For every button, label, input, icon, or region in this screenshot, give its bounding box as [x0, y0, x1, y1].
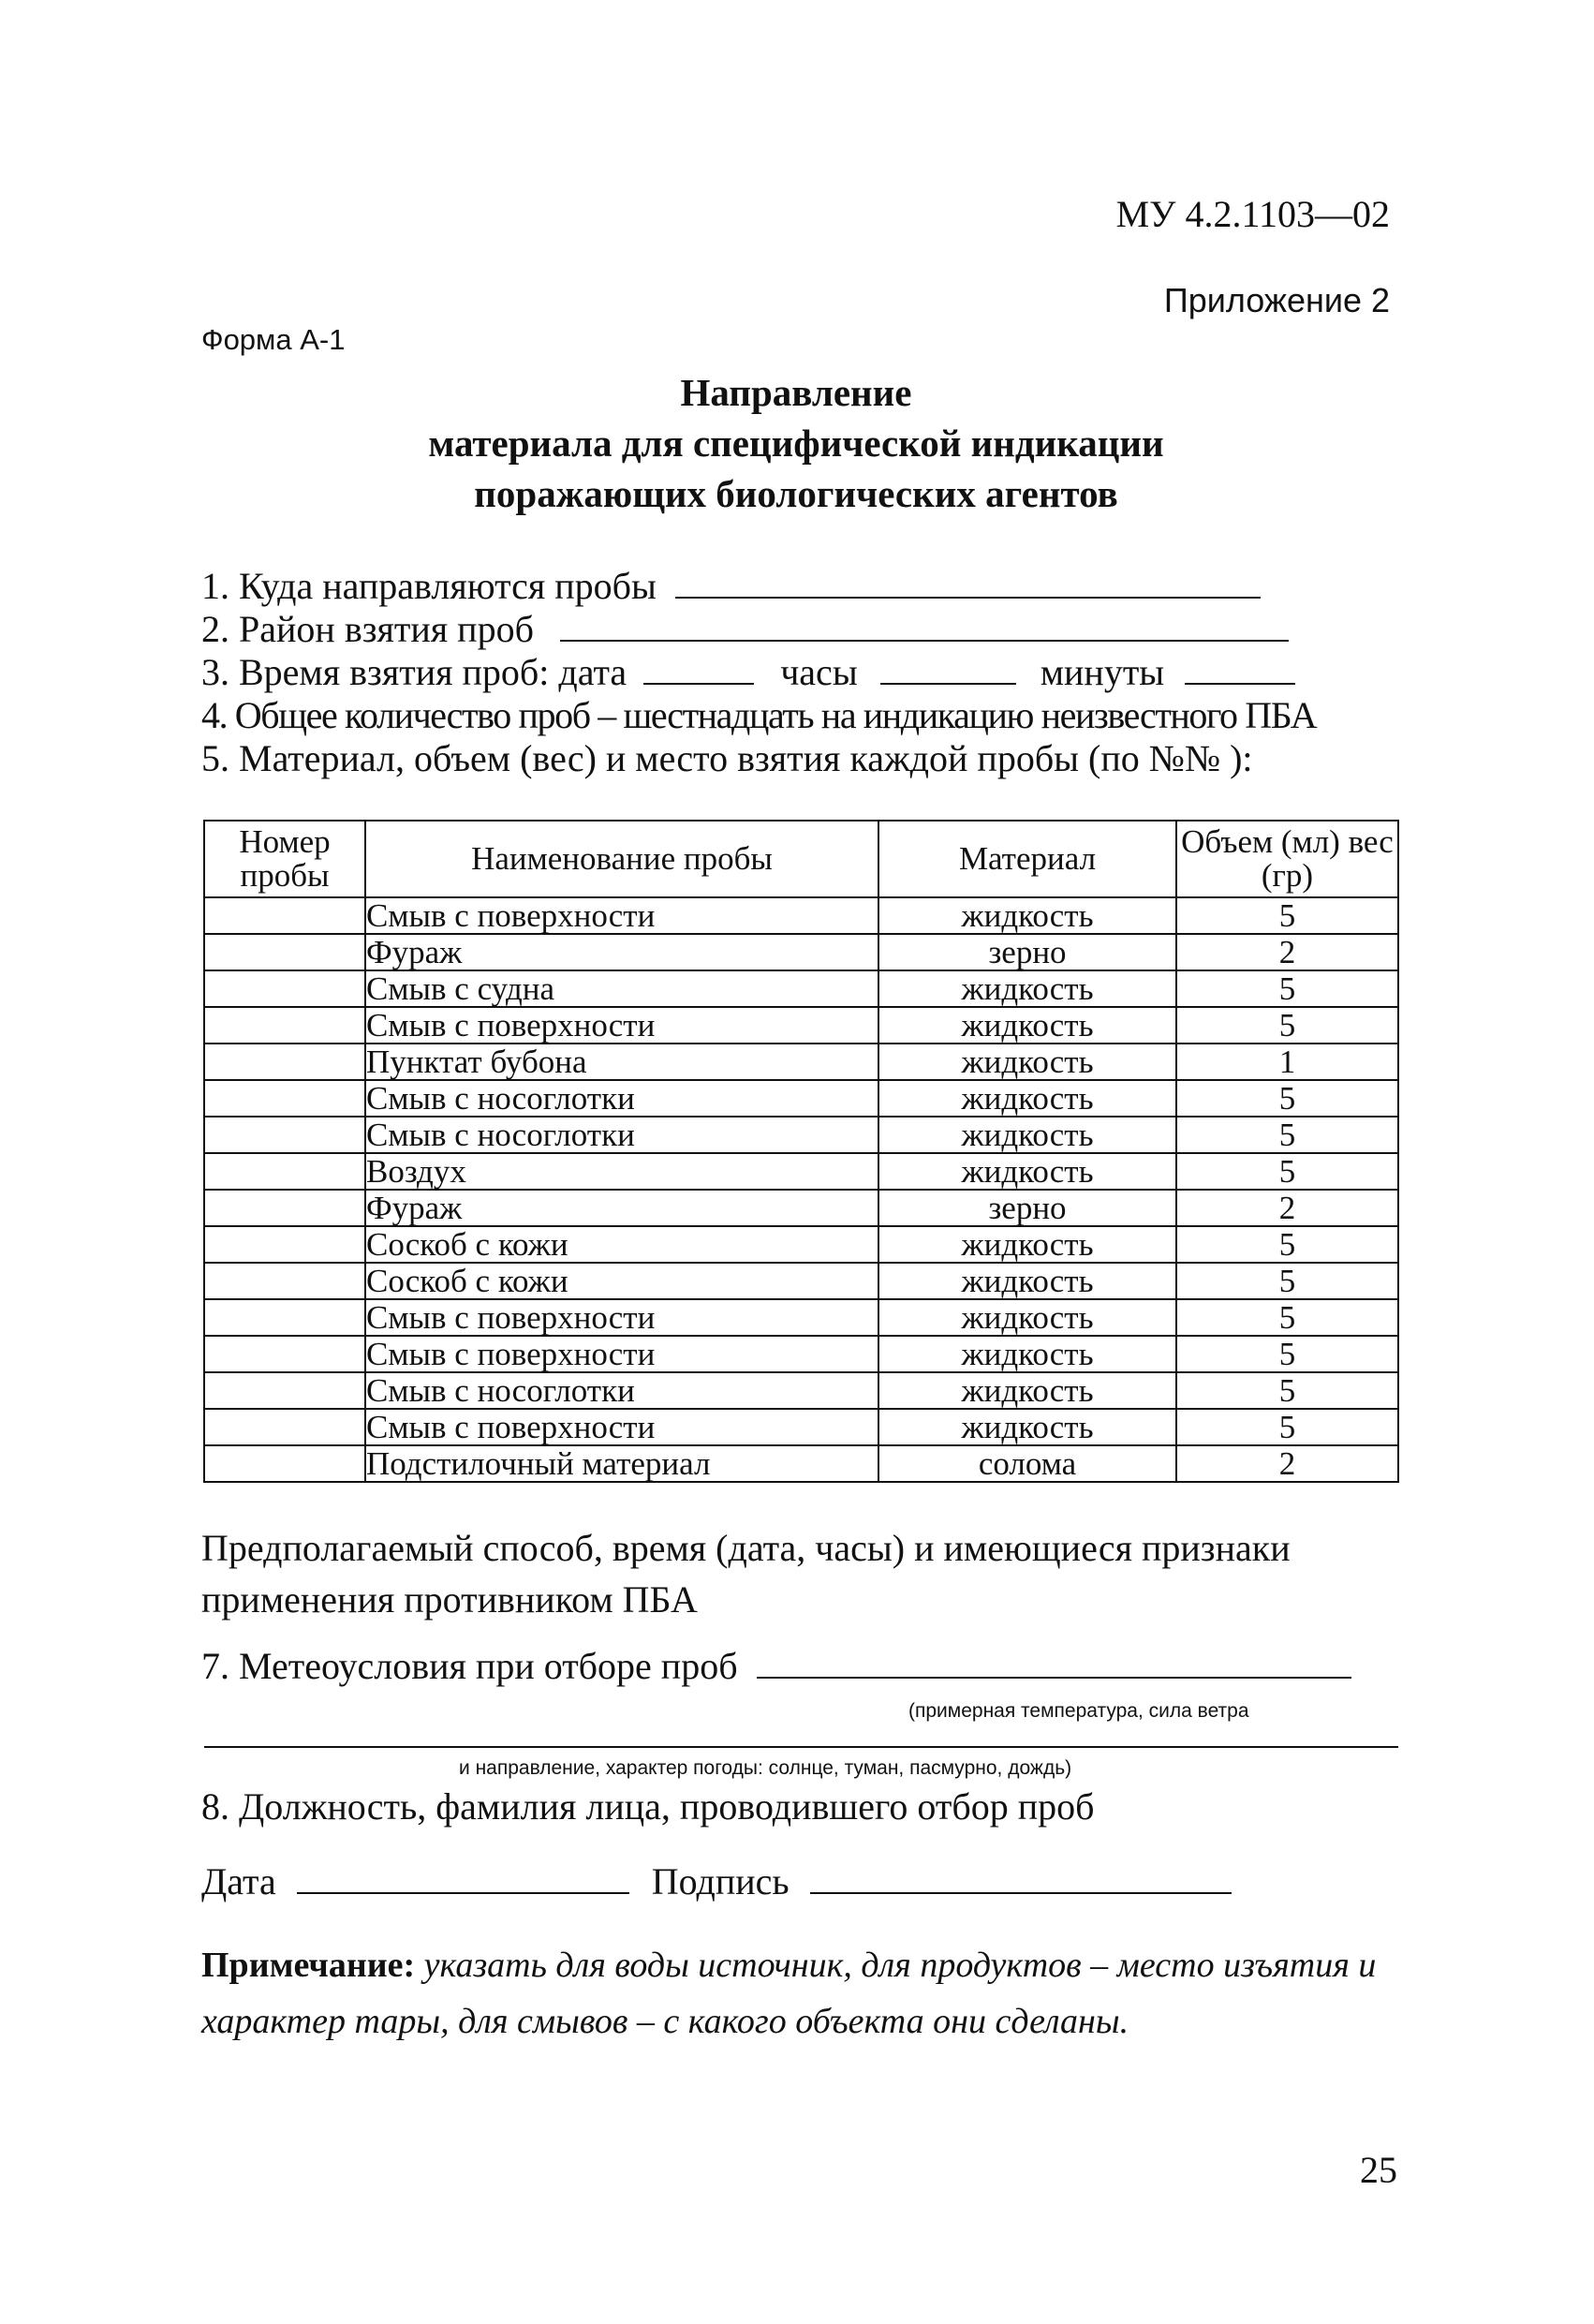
cell-material: жидкость: [878, 1080, 1176, 1117]
cell-name: Фураж: [365, 934, 878, 970]
date-line[interactable]: [297, 1862, 629, 1894]
cell-volume: 5: [1176, 1226, 1398, 1263]
cell-volume: 5: [1176, 1263, 1398, 1299]
cell-volume: 5: [1176, 1007, 1398, 1044]
table-row: [204, 970, 1398, 1007]
cell-number: [204, 1117, 365, 1153]
cell-number: [204, 1409, 365, 1445]
cell-material: жидкость: [878, 1226, 1176, 1263]
cell-number: [204, 1263, 365, 1299]
form-label: Форма А-1: [201, 323, 346, 356]
cell-number: [204, 897, 365, 934]
cell-material: жидкость: [878, 1263, 1176, 1299]
cell-name: Фураж: [365, 1190, 878, 1226]
weather-hint-2: и направление, характер погоды: солнце, туман, пасмурно, дождь): [459, 1757, 1072, 1779]
table-body: [204, 897, 1398, 1482]
cell-name: Смыв с поверхности: [365, 1007, 878, 1044]
cell-volume: 2: [1176, 1445, 1398, 1482]
header-volume: Объем (мл) вес (гр): [1176, 821, 1398, 897]
field-area-label: 2. Район взятия проб: [201, 608, 534, 650]
field-total-count: 4. Общее количество проб – шестнадцать на индикацию неизвестного ПБА: [201, 694, 1317, 736]
cell-number: [204, 934, 365, 970]
document-number: МУ 4.2.1103—02: [1115, 193, 1390, 235]
table-row: [204, 1080, 1398, 1117]
cell-name: Смыв с носоглотки: [365, 1080, 878, 1117]
field-time-hours-line[interactable]: [880, 653, 1016, 685]
field-weather-label: 7. Метеоусловия при отборе проб: [201, 1645, 738, 1687]
table-row: [204, 1007, 1398, 1044]
cell-volume: 5: [1176, 1336, 1398, 1372]
date-label: Дата: [201, 1860, 276, 1902]
note-label: Примечание:: [201, 1946, 416, 1985]
cell-number: [204, 970, 365, 1007]
field-time-minutes-label: минуты: [1040, 651, 1165, 693]
appendix-label: Приложение 2: [1163, 281, 1390, 319]
header-name: Наименование пробы: [365, 821, 878, 897]
cell-volume: 5: [1176, 1299, 1398, 1336]
table-header-row: [204, 821, 1398, 897]
table-row: [204, 1263, 1398, 1299]
cell-name: Смыв с поверхности: [365, 1336, 878, 1372]
header-number: Номер пробы: [204, 821, 365, 897]
cell-material: жидкость: [878, 1299, 1176, 1336]
field-material-header: 5. Материал, объем (вес) и место взятия каждой пробы (по №№ ):: [201, 737, 1253, 779]
header-material: Материал: [878, 821, 1176, 897]
cell-number: [204, 1226, 365, 1263]
cell-name: Смыв с поверхности: [365, 1409, 878, 1445]
weather-line-2[interactable]: [204, 1746, 1398, 1748]
table-row: [204, 1117, 1398, 1153]
title-line-1: Направление: [680, 371, 912, 414]
cell-name: Смыв с носоглотки: [365, 1372, 878, 1409]
title-line-2: материала для специфической индикации: [428, 422, 1164, 465]
page-number: 25: [1360, 2149, 1397, 2191]
field-destination-line[interactable]: [675, 567, 1261, 599]
field-time-hours-label: часы: [780, 651, 858, 693]
field-destination: [201, 564, 1261, 608]
table-row: [204, 897, 1398, 934]
cell-number: [204, 1007, 365, 1044]
cell-name: Смыв с судна: [365, 970, 878, 1007]
cell-name: Смыв с поверхности: [365, 897, 878, 934]
cell-material: жидкость: [878, 1409, 1176, 1445]
cell-volume: 5: [1176, 897, 1398, 934]
cell-material: зерно: [878, 934, 1176, 970]
cell-material: жидкость: [878, 1117, 1176, 1153]
table-row: [204, 1044, 1398, 1080]
cell-material: жидкость: [878, 1153, 1176, 1190]
note-text: указать для воды источник, для продуктов – место изъятия и характер тары, для смывов – с какого объекта они сделаны.: [201, 1946, 1377, 2041]
cell-material: жидкость: [878, 1044, 1176, 1080]
table-row: [204, 1299, 1398, 1336]
table-row: [204, 1190, 1398, 1226]
paragraph-6: Предполагаемый способ, время (дата, часы) и имеющиеся признаки применения противником ПБА: [201, 1527, 1291, 1621]
cell-name: Соскоб с кожи: [365, 1226, 878, 1263]
cell-number: [204, 1190, 365, 1226]
cell-volume: 5: [1176, 970, 1398, 1007]
cell-number: [204, 1299, 365, 1336]
cell-number: [204, 1372, 365, 1409]
cell-number: [204, 1080, 365, 1117]
field-time-date-line[interactable]: [643, 653, 754, 685]
cell-number: [204, 1153, 365, 1190]
table-row: [204, 1409, 1398, 1445]
cell-name: Пунктат бубона: [365, 1044, 878, 1080]
field-collector: 8. Должность, фамилия лица, проводившего отбор проб: [201, 1785, 1095, 1828]
cell-material: жидкость: [878, 970, 1176, 1007]
table-row: [204, 1226, 1398, 1263]
field-time: [201, 650, 1295, 694]
signature-row: [201, 1859, 1232, 1903]
table-row: [204, 1153, 1398, 1190]
cell-volume: 2: [1176, 934, 1398, 970]
cell-volume: 2: [1176, 1190, 1398, 1226]
field-weather-line[interactable]: [757, 1647, 1351, 1679]
cell-name: Смыв с носоглотки: [365, 1117, 878, 1153]
table-row: [204, 1336, 1398, 1372]
field-area: [201, 607, 1289, 651]
cell-name: Соскоб с кожи: [365, 1263, 878, 1299]
cell-volume: 5: [1176, 1153, 1398, 1190]
cell-material: жидкость: [878, 1336, 1176, 1372]
weather-hint-1: (примерная температура, сила ветра: [908, 1700, 1249, 1722]
cell-material: солома: [878, 1445, 1176, 1482]
cell-name: Смыв с поверхности: [365, 1299, 878, 1336]
cell-name: Подстилочный материал: [365, 1445, 878, 1482]
table-row: [204, 934, 1398, 970]
table-row: [204, 1372, 1398, 1409]
cell-name: Воздух: [365, 1153, 878, 1190]
note: [201, 1937, 1405, 2050]
samples-table: [203, 820, 1399, 1483]
cell-material: жидкость: [878, 897, 1176, 934]
cell-volume: 1: [1176, 1044, 1398, 1080]
signature-label: Подпись: [651, 1860, 790, 1902]
cell-material: жидкость: [878, 1007, 1176, 1044]
field-weather: [201, 1644, 1351, 1688]
cell-number: [204, 1044, 365, 1080]
cell-number: [204, 1445, 365, 1482]
signature-line[interactable]: [810, 1862, 1232, 1894]
cell-material: жидкость: [878, 1372, 1176, 1409]
document-title: [281, 367, 1311, 519]
cell-volume: 5: [1176, 1372, 1398, 1409]
field-area-line[interactable]: [560, 610, 1289, 642]
title-line-3: поражающих биологических агентов: [474, 472, 1118, 515]
cell-number: [204, 1336, 365, 1372]
cell-volume: 5: [1176, 1117, 1398, 1153]
cell-volume: 5: [1176, 1080, 1398, 1117]
field-time-minutes-line[interactable]: [1185, 653, 1295, 685]
table-row: [204, 1445, 1398, 1482]
field-time-date-label: 3. Время взятия проб: дата: [201, 651, 627, 693]
field-destination-label: 1. Куда направляются пробы: [201, 565, 657, 607]
cell-material: зерно: [878, 1190, 1176, 1226]
cell-volume: 5: [1176, 1409, 1398, 1445]
